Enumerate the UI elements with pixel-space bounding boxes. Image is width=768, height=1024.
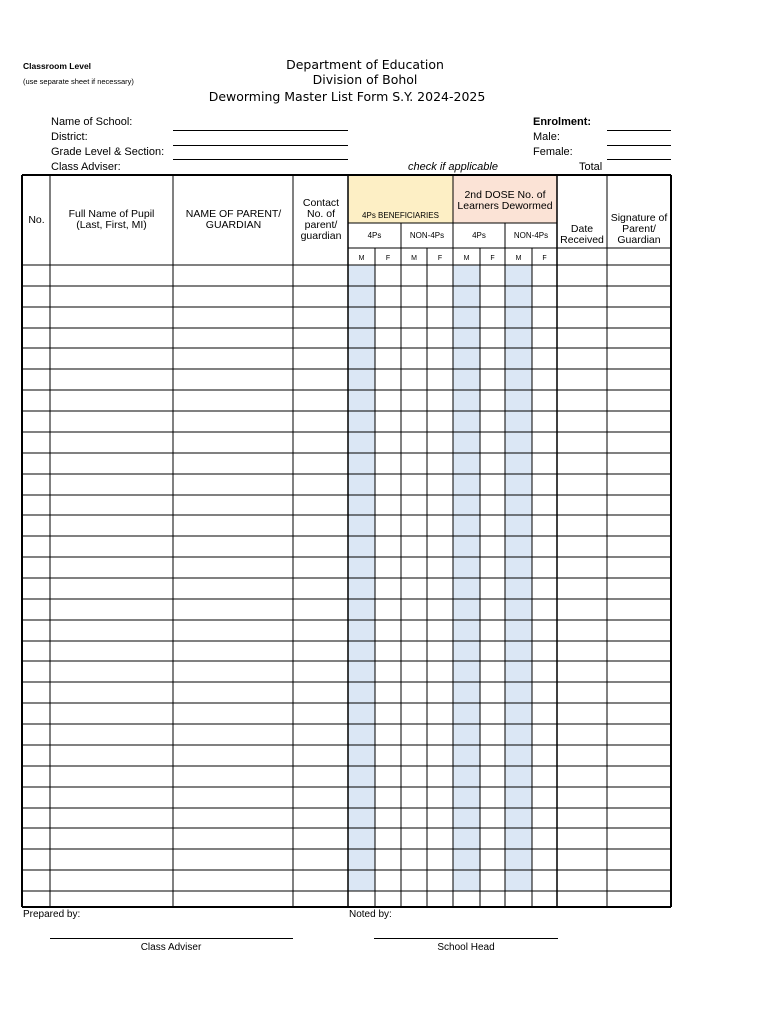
class-adviser-label: Class Adviser: — [51, 161, 121, 173]
header-contact: Contact No. of parent/ guardian — [300, 197, 342, 242]
header-4ps-beneficiaries: 4Ps BENEFICIARIES — [362, 210, 439, 220]
m-label: M — [515, 254, 522, 262]
female-label: Female: — [533, 146, 573, 158]
m-label: M — [411, 254, 417, 262]
header-no: No. — [28, 213, 45, 226]
school-head-caption: School Head — [437, 942, 495, 953]
district-label: District: — [51, 131, 88, 143]
header-full-name: Full Name of Pupil (Last, First, MI) — [68, 208, 155, 231]
grade-section-label: Grade Level & Section: — [51, 146, 165, 158]
f-label: F — [490, 254, 495, 262]
prepared-by-label: Prepared by: — [23, 909, 81, 920]
enrolment-label: Enrolment: — [533, 116, 592, 128]
form-title: Deworming Master List Form S.Y. 2024-2025 — [208, 89, 486, 104]
subheader-4ps: 4Ps — [367, 230, 382, 240]
f-label: F — [385, 254, 391, 262]
separate-sheet-note: (use separate sheet if necessary) — [23, 77, 134, 86]
header-signature: Signature of Parent/ Guardian — [610, 211, 668, 246]
subheader-non-4ps: NON-4Ps — [409, 230, 445, 240]
subheader-non-4ps-2nd: NON-4Ps — [513, 230, 549, 240]
header-parent-name: NAME OF PARENT/ GUARDIAN — [185, 208, 282, 231]
check-if-applicable-note: check if applicable — [408, 161, 498, 173]
f-label: F — [437, 254, 443, 262]
header-2nd-dose: 2nd DOSE No. of Learners Dewormed — [457, 189, 553, 212]
header-date-received: Date Received — [560, 223, 604, 246]
class-adviser-caption: Class Adviser — [140, 942, 202, 953]
classroom-level-label: Classroom Level — [23, 61, 92, 71]
male-label: Male: — [533, 131, 560, 143]
m-label: M — [463, 254, 470, 262]
department-title: Department of Education — [286, 57, 444, 72]
total-label: Total — [579, 161, 603, 173]
division-title: Division of Bohol — [312, 72, 418, 87]
f-label: F — [542, 254, 547, 262]
subheader-4ps-2nd: 4Ps — [472, 230, 486, 240]
school-head-signature-line[interactable] — [374, 938, 558, 939]
class-adviser-signature-line[interactable] — [50, 938, 293, 939]
school-name-label: Name of School: — [51, 116, 133, 128]
m-label: M — [358, 254, 365, 262]
noted-by-label: Noted by: — [349, 909, 392, 920]
